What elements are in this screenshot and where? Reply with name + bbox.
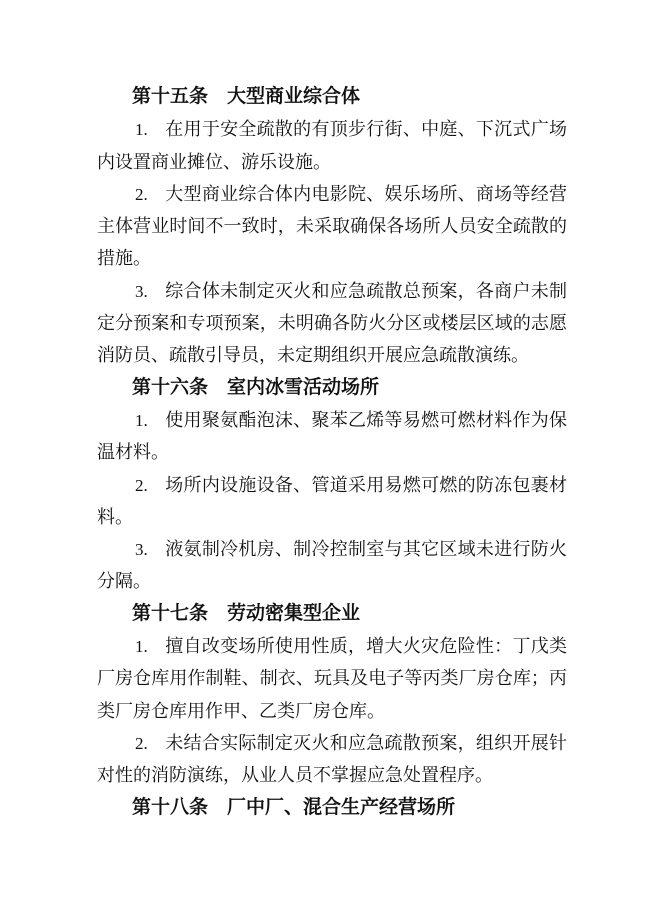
clause-line: 定分预案和专项预案，未明确各防火分区或楼层区域的志愿 xyxy=(97,313,567,334)
clause-line: 类厂房仓库用作甲、乙类厂房仓库。 xyxy=(97,700,385,721)
clause-number: 1. xyxy=(135,410,148,430)
clause-line xyxy=(97,178,567,210)
clause-line xyxy=(97,630,567,662)
article-18-heading: 第十八条 厂中厂、混合生产经营场所 xyxy=(132,796,456,818)
clause-number: 3. xyxy=(135,540,148,560)
clause-line: 温材料。 xyxy=(97,442,169,463)
clause-text: 使用聚氨酯泡沫、聚苯乙烯等易燃可燃材料作为保 xyxy=(165,409,567,430)
clause-line xyxy=(97,113,567,145)
clause-line: 对性的消防演练，从业人员不掌握应急处置程序。 xyxy=(97,765,493,786)
clause-number: 1. xyxy=(135,120,148,140)
clause-line: 内设置商业摊位、游乐设施。 xyxy=(97,151,331,172)
article-16-heading: 第十六条 室内冰雪活动场所 xyxy=(132,376,380,398)
clause-number: 2. xyxy=(135,733,148,753)
clause-number: 2. xyxy=(135,475,148,495)
clause-line: 分隔。 xyxy=(97,571,151,592)
clause-line xyxy=(97,727,567,759)
article-15-heading: 第十五条 大型商业综合体 xyxy=(132,86,361,107)
clause-text: 大型商业综合体内电影院、娱乐场所、商场等经营 xyxy=(165,183,567,204)
clause-line xyxy=(97,404,567,436)
clause-number: 1. xyxy=(135,637,148,657)
clause-line xyxy=(97,469,567,501)
clause-text: 场所内设施设备、管道采用易燃可燃的防冻包裹材 xyxy=(165,474,567,495)
clause-line: 措施。 xyxy=(97,248,151,269)
clause-line: 厂房仓库用作制鞋、制衣、玩具及电子等丙类厂房仓库；丙 xyxy=(97,668,567,689)
clause-text: 在用于安全疏散的有顶步行街、中庭、下沉式广场 xyxy=(165,119,567,140)
clause-line: 料。 xyxy=(97,506,133,527)
clause-text: 擅自改变场所使用性质，增大火灾危险性：丁戊类 xyxy=(165,636,567,657)
clause-line: 主体营业时间不一致时，未采取确保各场所人员安全疏散的 xyxy=(97,216,567,237)
clause-number: 3. xyxy=(135,281,148,301)
document-text-block xyxy=(97,81,567,824)
clause-text: 综合体未制定灭火和应急疏散总预案，各商户未制 xyxy=(165,280,567,301)
clause-text: 液氨制冷机房、制冷控制室与其它区域未进行防火 xyxy=(165,539,567,560)
clause-line xyxy=(97,275,567,307)
clause-number: 2. xyxy=(135,184,148,204)
clause-line xyxy=(97,533,567,565)
article-17-heading: 第十七条 劳动密集型企业 xyxy=(132,602,361,624)
clause-line: 消防员、疏散引导员，未定期组织开展应急疏散演练。 xyxy=(97,345,529,366)
clause-text: 未结合实际制定灭火和应急疏散预案，组织开展针 xyxy=(165,732,567,753)
